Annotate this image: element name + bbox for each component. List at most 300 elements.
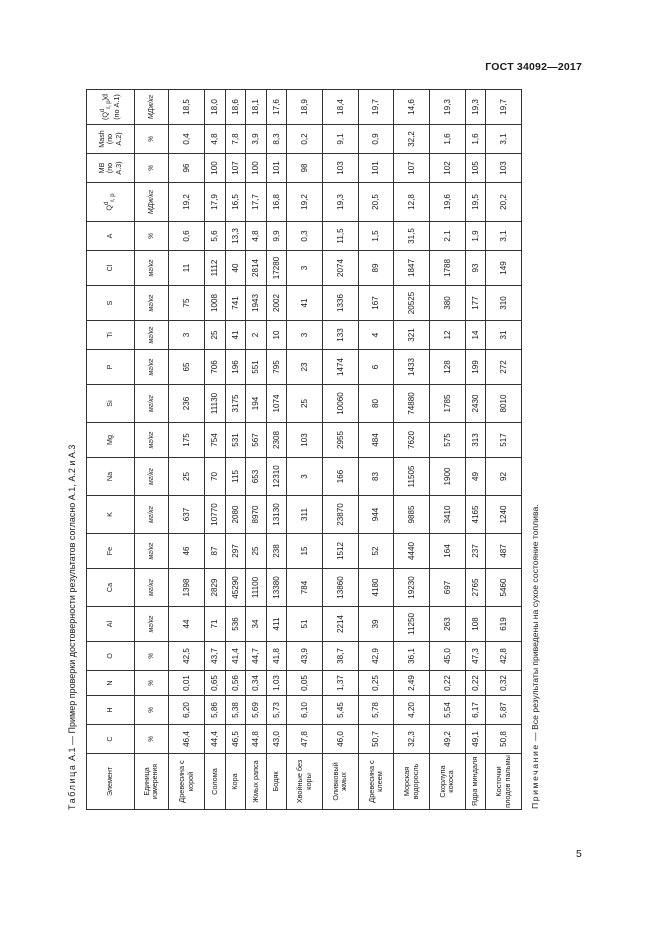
table-cell: 41 [287, 286, 323, 321]
table-cell: мг/кг [135, 321, 169, 350]
table-cell: 2080 [225, 496, 246, 534]
table-cell: 20525 [394, 286, 430, 321]
table-cell: 149 [486, 251, 522, 286]
table-cell: 17280 [266, 251, 287, 286]
table-cell: % [135, 671, 169, 696]
table-cell: 34 [246, 607, 267, 642]
table-cell: 0,4 [169, 125, 205, 154]
table-cell: % [135, 725, 169, 754]
col-header-mb [87, 154, 135, 183]
table-cell: 46 [169, 534, 205, 569]
table-cell: 96 [169, 154, 205, 183]
table-cell: 1008 [204, 286, 225, 321]
table-cell: 653 [246, 458, 267, 496]
col-header-al: Al [87, 607, 135, 642]
table-note [524, 504, 546, 810]
table-cell: 32,3 [394, 725, 430, 754]
table-cell: 311 [287, 496, 323, 534]
table-cell: 11,5 [323, 222, 359, 251]
table-cell: 19,6 [430, 183, 466, 222]
table-cell: 619 [486, 607, 522, 642]
q-main: Q [104, 205, 114, 211]
table-cell: 11250 [394, 607, 430, 642]
table-cell: 98 [287, 154, 323, 183]
table-cell: 13860 [323, 569, 359, 607]
table-cell: 87 [204, 534, 225, 569]
table-cell: 3410 [430, 496, 466, 534]
units-label-cell: Единица измерения [135, 754, 169, 810]
table-row [358, 90, 394, 810]
table-cell: 199 [465, 350, 486, 385]
table-cell: % [135, 696, 169, 725]
table-cell: 2 [246, 321, 267, 350]
qcalc-sup: d [100, 108, 106, 113]
col-header-cl: Cl [87, 251, 135, 286]
table-cell: 313 [465, 423, 486, 458]
table-cell: 39 [358, 607, 394, 642]
table-cell: 784 [287, 569, 323, 607]
table-cell: 164 [430, 534, 466, 569]
table-cell: 12310 [266, 458, 287, 496]
table-cell: 484 [358, 423, 394, 458]
table-cell: 89 [358, 251, 394, 286]
table-cell: мг/кг [135, 251, 169, 286]
table-cell: 263 [430, 607, 466, 642]
table-cell: 4180 [358, 569, 394, 607]
table-cell: 14,6 [394, 90, 430, 125]
table-cell: 9,9 [266, 222, 287, 251]
document-number: ГОСТ 34092—2017 [485, 61, 582, 73]
table-cell: 107 [394, 154, 430, 183]
table-cell: 133 [323, 321, 359, 350]
table-cell: 103 [486, 154, 522, 183]
table-cell: 2430 [465, 385, 486, 423]
mb-line-2: (по [105, 162, 115, 174]
table-cell: 19,7 [358, 90, 394, 125]
table-row [266, 90, 287, 810]
mb-line-1: MB [97, 162, 107, 174]
col-header-s: S [87, 286, 135, 321]
table-cell: 411 [266, 607, 287, 642]
table-cell: 0,25 [358, 671, 394, 696]
table-cell: 101 [358, 154, 394, 183]
table-cell: 8970 [246, 496, 267, 534]
caption-text: А.1 — Пример проверки достоверности результатов согласно А.1, А.2 и А.3 [67, 444, 77, 761]
table-cell: 20,5 [358, 183, 394, 222]
table-cell: 18,9 [287, 90, 323, 125]
table-row [465, 90, 486, 810]
table-cell: 19230 [394, 569, 430, 607]
table-row [169, 90, 205, 810]
table-cell: 6,20 [169, 696, 205, 725]
table-cell: 25 [169, 458, 205, 496]
table-cell: 1433 [394, 350, 430, 385]
table-cell: 1474 [323, 350, 359, 385]
header-row [87, 90, 135, 810]
table-cell: 13130 [266, 496, 287, 534]
table-cell: 5,87 [486, 696, 522, 725]
table-cell: 49,2 [430, 725, 466, 754]
table-cell: 103 [287, 423, 323, 458]
table-cell: 100 [246, 154, 267, 183]
table-cell: 531 [225, 423, 246, 458]
table-cell: 41,8 [266, 642, 287, 671]
table-cell: 1,03 [266, 671, 287, 696]
table-cell: 92 [486, 458, 522, 496]
table-cell: 83 [358, 458, 394, 496]
col-header-ti: Ti [87, 321, 135, 350]
col-header-p: P [87, 350, 135, 385]
table-cell: 8010 [486, 385, 522, 423]
table-body [135, 90, 522, 810]
table-cell: 310 [486, 286, 522, 321]
table-cell: 11130 [204, 385, 225, 423]
table-cell: 238 [266, 534, 287, 569]
table-cell: 15 [287, 534, 323, 569]
table-cell: 3 [287, 458, 323, 496]
table-row [287, 90, 323, 810]
table-cell: 42,5 [169, 642, 205, 671]
table-cell: 38,7 [323, 642, 359, 671]
table-cell: 4,8 [246, 222, 267, 251]
data-table [86, 89, 522, 810]
table-cell: 697 [430, 569, 466, 607]
table-cell: 20,2 [486, 183, 522, 222]
table-cell: 128 [430, 350, 466, 385]
table-cell: 18,6 [225, 90, 246, 125]
table-cell: 43,9 [287, 642, 323, 671]
table-row [246, 90, 267, 810]
col-header-qcalc [87, 90, 135, 125]
table-row [430, 90, 466, 810]
table-cell: 80 [358, 385, 394, 423]
table-cell: % [135, 642, 169, 671]
table-cell: 2765 [465, 569, 486, 607]
q-sub: r, p [109, 193, 116, 202]
table-row [486, 90, 522, 810]
element-name-cell: Древесина с клеем [358, 754, 394, 810]
table-cell: 49 [465, 458, 486, 496]
table-cell: 42,9 [358, 642, 394, 671]
page-number: 5 [576, 848, 582, 860]
table-cell: 11100 [246, 569, 267, 607]
table-cell: МДж/кг [135, 90, 169, 125]
table-cell: 18,4 [323, 90, 359, 125]
table-cell: 10770 [204, 496, 225, 534]
table-cell: 167 [358, 286, 394, 321]
table-cell: 105 [465, 154, 486, 183]
table-cell: 43,7 [204, 642, 225, 671]
table-cell: 2814 [246, 251, 267, 286]
table-cell: 8,3 [266, 125, 287, 154]
table-cell: 6,10 [287, 696, 323, 725]
table-cell: 50,8 [486, 725, 522, 754]
table-cell: 551 [246, 350, 267, 385]
table-cell: 0,9 [358, 125, 394, 154]
table-cell: 1512 [323, 534, 359, 569]
table-cell: 1847 [394, 251, 430, 286]
col-header-mg: Mg [87, 423, 135, 458]
qcalc-main: (Q [100, 112, 110, 121]
table-cell: 43,0 [266, 725, 287, 754]
table-cell: 5460 [486, 569, 522, 607]
table-cell: 2308 [266, 423, 287, 458]
table-cell: 9,1 [323, 125, 359, 154]
col-header-a: A [87, 222, 135, 251]
table-cell: 49,1 [465, 725, 486, 754]
table-cell: % [135, 154, 169, 183]
table-cell: мг/кг [135, 350, 169, 385]
table-cell: 19,3 [465, 90, 486, 125]
table-cell: 18,0 [204, 90, 225, 125]
table-cell: 93 [465, 251, 486, 286]
table-cell: 1074 [266, 385, 287, 423]
table-cell: 2,1 [430, 222, 466, 251]
table-cell: 10060 [323, 385, 359, 423]
table-cell: 5,69 [246, 696, 267, 725]
table-cell: 19,2 [287, 183, 323, 222]
table-cell: 1240 [486, 496, 522, 534]
element-name-cell: Бодяк [266, 754, 287, 810]
table-cell: 1788 [430, 251, 466, 286]
table-cell: 0,22 [430, 671, 466, 696]
table-cell: 46,5 [225, 725, 246, 754]
table-cell: 36,1 [394, 642, 430, 671]
mash-line-2: (по [105, 133, 115, 145]
col-header-fe: Fe [87, 534, 135, 569]
table-cell: 795 [266, 350, 287, 385]
table-cell: 12 [430, 321, 466, 350]
table-cell: 44,7 [246, 642, 267, 671]
table-cell: 536 [225, 607, 246, 642]
table-cell: 0,56 [225, 671, 246, 696]
table-cell: 0,3 [287, 222, 323, 251]
table-cell: мг/кг [135, 607, 169, 642]
table-cell: 1398 [169, 569, 205, 607]
table-cell: 19,5 [465, 183, 486, 222]
table-caption [58, 445, 86, 810]
element-name-cell: Морская водоросль [394, 754, 430, 810]
table-cell: 1336 [323, 286, 359, 321]
table-cell: 47,3 [465, 642, 486, 671]
table-cell: 4,8 [204, 125, 225, 154]
table-cell: 17,6 [266, 90, 287, 125]
table-cell: 16,8 [266, 183, 287, 222]
table-cell: 0,34 [246, 671, 267, 696]
col-header-q [87, 183, 135, 222]
table-cell: мг/кг [135, 569, 169, 607]
table-cell: 5,54 [430, 696, 466, 725]
col-header-o: O [87, 642, 135, 671]
table-cell: 11 [169, 251, 205, 286]
table-cell: 2002 [266, 286, 287, 321]
table-cell: 272 [486, 350, 522, 385]
table-cell: 19,7 [486, 90, 522, 125]
table-cell: МДж/кг [135, 183, 169, 222]
table-cell: 9885 [394, 496, 430, 534]
table-cell: 6,17 [465, 696, 486, 725]
table-cell: 41,4 [225, 642, 246, 671]
table-cell: 0,05 [287, 671, 323, 696]
table-cell: 32,2 [394, 125, 430, 154]
table-cell: 46,0 [323, 725, 359, 754]
table-cell: 5,73 [266, 696, 287, 725]
table-cell: 14 [465, 321, 486, 350]
table-cell: 44,8 [246, 725, 267, 754]
table-cell: 5,38 [225, 696, 246, 725]
table-cell: 52 [358, 534, 394, 569]
table-cell: 17,7 [246, 183, 267, 222]
table-cell: 0,32 [486, 671, 522, 696]
table-cell: 25 [246, 534, 267, 569]
note-text: — Все результаты приведены на сухое состояние топлива. [530, 504, 540, 744]
table-cell: мг/кг [135, 286, 169, 321]
element-name-cell: Скорлупа кокоса [430, 754, 466, 810]
table-cell: 2829 [204, 569, 225, 607]
table-cell: 380 [430, 286, 466, 321]
table-cell: 44,4 [204, 725, 225, 754]
table-cell: 31,5 [394, 222, 430, 251]
table-cell: 487 [486, 534, 522, 569]
table-cell: 18,5 [169, 90, 205, 125]
table-cell: 19,2 [169, 183, 205, 222]
table-cell: 194 [246, 385, 267, 423]
table-cell: 50,7 [358, 725, 394, 754]
table-cell: 1,5 [358, 222, 394, 251]
table-cell: 4165 [465, 496, 486, 534]
col-header-mash [87, 125, 135, 154]
table-cell: 40 [225, 251, 246, 286]
table-cell: 237 [465, 534, 486, 569]
mash-line-3: А.2) [113, 132, 123, 146]
table-cell: 17,9 [204, 183, 225, 222]
table-cell: мг/кг [135, 496, 169, 534]
table-cell: 1,6 [430, 125, 466, 154]
table-cell: 2214 [323, 607, 359, 642]
element-name-cell: Косточки плодов пальмы [486, 754, 522, 810]
table-cell: 0,22 [465, 671, 486, 696]
table-cell: 166 [323, 458, 359, 496]
table-cell: 1785 [430, 385, 466, 423]
table-cell: 13380 [266, 569, 287, 607]
table-cell: 65 [169, 350, 205, 385]
table-cell: 5,86 [204, 696, 225, 725]
element-name-cell: Жмых рапса [246, 754, 267, 810]
table-cell: 103 [323, 154, 359, 183]
table-cell: 1,6 [465, 125, 486, 154]
col-header-si: Si [87, 385, 135, 423]
table-cell: 41 [225, 321, 246, 350]
table-cell: 16,5 [225, 183, 246, 222]
col-header-element: Элемент [87, 754, 135, 810]
table-cell: 3 [169, 321, 205, 350]
table-cell: 567 [246, 423, 267, 458]
table-cell: 741 [225, 286, 246, 321]
table-cell: 637 [169, 496, 205, 534]
table-cell: мг/кг [135, 385, 169, 423]
table-cell: 11505 [394, 458, 430, 496]
table-cell: 6 [358, 350, 394, 385]
col-header-na: Na [87, 458, 135, 496]
table-cell: 3,1 [486, 125, 522, 154]
table-cell: 0,01 [169, 671, 205, 696]
element-name-cell: Оливковый жмых [323, 754, 359, 810]
table-cell: 3 [287, 251, 323, 286]
table-cell: 74880 [394, 385, 430, 423]
table-cell: 101 [266, 154, 287, 183]
table-cell: 12,8 [394, 183, 430, 222]
table-cell: 3,9 [246, 125, 267, 154]
table-cell: 23 [287, 350, 323, 385]
table-cell: 75 [169, 286, 205, 321]
table-row [394, 90, 430, 810]
table-cell: 196 [225, 350, 246, 385]
table-cell: 177 [465, 286, 486, 321]
table-cell: 25 [204, 321, 225, 350]
table-cell: 575 [430, 423, 466, 458]
table-cell: 1112 [204, 251, 225, 286]
table-cell: 175 [169, 423, 205, 458]
table-cell: мг/кг [135, 458, 169, 496]
qcalc-end: )d [100, 93, 110, 101]
mash-line-1: Mash [97, 130, 107, 148]
table-cell: 2074 [323, 251, 359, 286]
table-cell: 18,1 [246, 90, 267, 125]
table-cell: 25 [287, 385, 323, 423]
table-cell: 297 [225, 534, 246, 569]
table-cell: 2955 [323, 423, 359, 458]
table-cell: 19,3 [323, 183, 359, 222]
col-header-ca: Ca [87, 569, 135, 607]
table-cell: 754 [204, 423, 225, 458]
col-header-n: N [87, 671, 135, 696]
table-cell: 115 [225, 458, 246, 496]
table-cell: 3175 [225, 385, 246, 423]
table-cell: 517 [486, 423, 522, 458]
col-header-c: C [87, 725, 135, 754]
table-cell: 1,9 [465, 222, 486, 251]
table-cell: 3,1 [486, 222, 522, 251]
table-row [204, 90, 225, 810]
table-cell: 10 [266, 321, 287, 350]
table-cell: 108 [465, 607, 486, 642]
table-cell: 47,8 [287, 725, 323, 754]
table-cell: 100 [204, 154, 225, 183]
table-cell: 44 [169, 607, 205, 642]
table-cell: 321 [394, 321, 430, 350]
table-cell: 7620 [394, 423, 430, 458]
table-cell: % [135, 125, 169, 154]
table-cell: 4440 [394, 534, 430, 569]
q-sup: d [104, 201, 111, 206]
table-cell: 5,45 [323, 696, 359, 725]
element-name-cell: Ядра миндаля [465, 754, 486, 810]
table-cell: 4,20 [394, 696, 430, 725]
qcalc-sub: r, p [105, 100, 112, 109]
table-cell: 107 [225, 154, 246, 183]
element-name-cell: Кора [225, 754, 246, 810]
table-cell: 23870 [323, 496, 359, 534]
table-cell: 46,4 [169, 725, 205, 754]
qcalc-ref: (по А.1) [111, 94, 121, 120]
table-cell: 706 [204, 350, 225, 385]
table-cell: 1,37 [323, 671, 359, 696]
table-cell: 71 [204, 607, 225, 642]
table-cell: 31 [486, 321, 522, 350]
table-cell: % [135, 222, 169, 251]
table-cell: 19,3 [430, 90, 466, 125]
element-name-cell: Солома [204, 754, 225, 810]
